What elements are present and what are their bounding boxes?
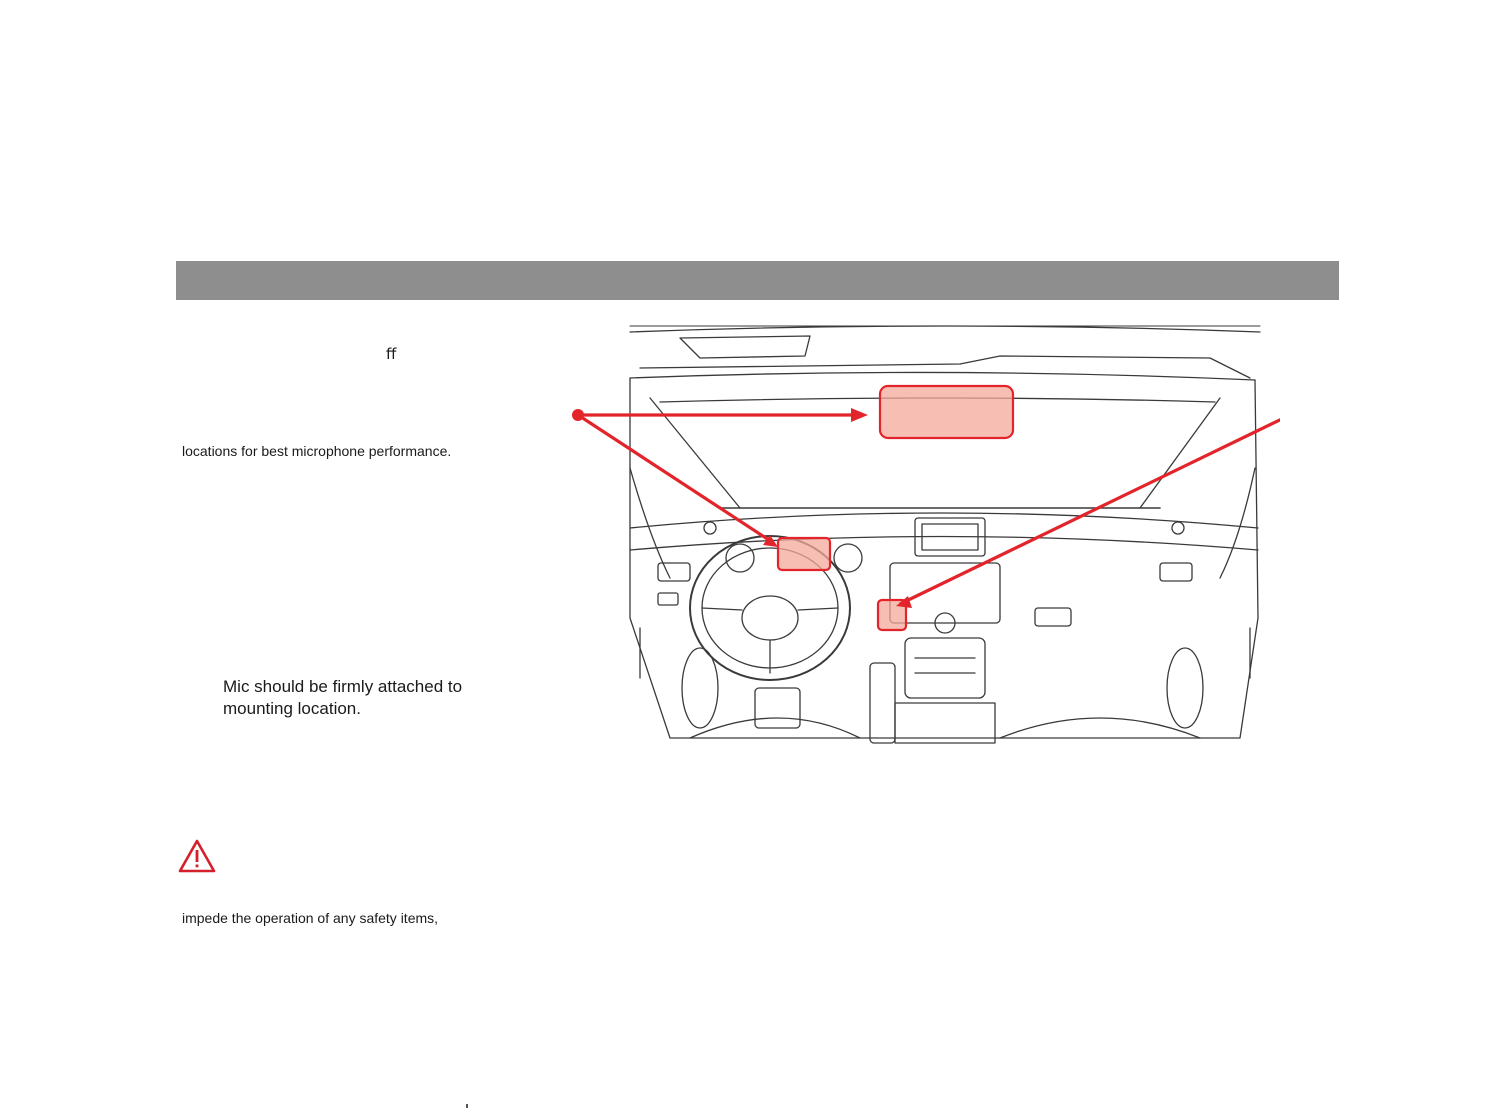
section-header-bar (176, 261, 1339, 300)
text-fragment-locations: locations for best microphone performance. (182, 443, 452, 459)
warning-triangle-icon (178, 838, 216, 874)
text-fragment-impede: impede the operation of any safety items, (182, 910, 439, 926)
page-edge-mark (466, 1104, 468, 1108)
car-interior-illustration (560, 318, 1280, 758)
mic-note-line-2: mounting location. (223, 699, 361, 718)
mic-mounting-note (223, 676, 523, 720)
mic-note-line-1: Mic should be firmly attached to (223, 677, 463, 696)
text-fragment-ff: ﬀ (386, 346, 397, 363)
